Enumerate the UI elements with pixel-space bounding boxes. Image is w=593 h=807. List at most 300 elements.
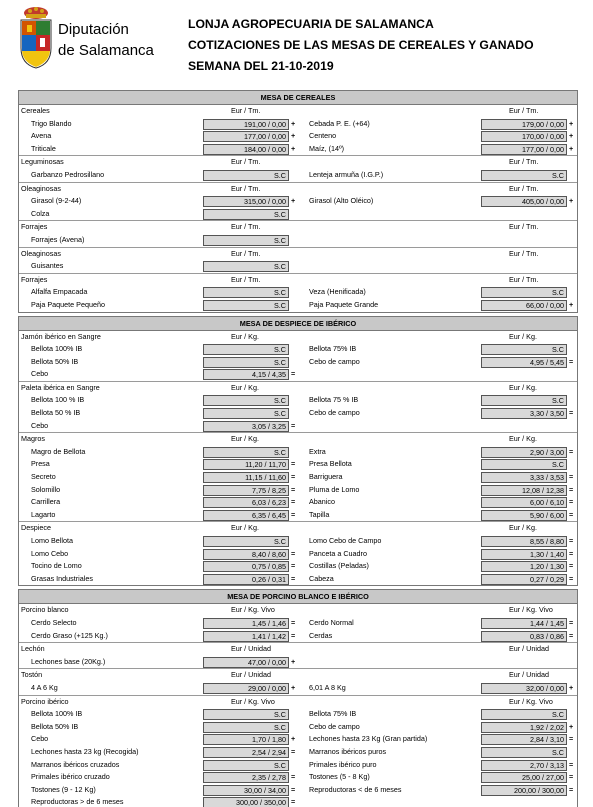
price-box: 177,00 / 0,00 (203, 131, 289, 142)
price-row (19, 343, 577, 356)
product-name: Cabeza (309, 573, 334, 583)
trend-sign: = (291, 746, 296, 756)
price-row (19, 299, 577, 312)
price-box: 6,35 / 6,45 (203, 510, 289, 521)
trend-sign: = (291, 784, 296, 794)
price-row (19, 759, 577, 772)
group-header-row (19, 156, 577, 169)
price-group (19, 105, 577, 155)
group-label: Lechón (21, 644, 45, 654)
price-box: S.C (203, 722, 289, 733)
price-row (19, 407, 577, 420)
product-name: Cebada P. E. (+64) (309, 118, 370, 128)
trend-sign: + (569, 196, 574, 206)
trend-sign: = (569, 617, 574, 627)
price-box: 7,75 / 8,25 (203, 485, 289, 496)
price-group (19, 695, 577, 807)
price-box: 6,03 / 6,23 (203, 497, 289, 508)
price-box: 11,20 / 11,70 (203, 459, 289, 470)
price-row (19, 394, 577, 407)
price-row (19, 130, 577, 143)
product-name: Extra (309, 446, 326, 456)
trend-sign: + (291, 656, 296, 666)
unit-label-right: Eur / Kg. (509, 523, 537, 533)
product-name: Paja Paquete Grande (309, 299, 379, 309)
price-box: S.C (203, 344, 289, 355)
product-name: Cebo de campo (309, 408, 360, 418)
product-name: Cebo (31, 369, 49, 379)
price-group (19, 668, 577, 694)
trend-sign: = (291, 772, 296, 782)
unit-label-right: Eur / Tm. (509, 157, 539, 167)
trend-sign: + (291, 131, 296, 141)
product-name: Cerdo Graso (+125 Kg.) (31, 630, 108, 640)
trend-sign: = (569, 446, 574, 456)
unit-label-right: Eur / Unidad (509, 644, 549, 654)
trend-sign: = (569, 408, 574, 418)
group-header-row (19, 248, 577, 261)
product-name: Paja Paquete Pequeño (31, 299, 105, 309)
trend-sign: + (291, 143, 296, 153)
product-name: Colza (31, 208, 50, 218)
unit-label-right: Eur / Kg. (509, 331, 537, 341)
price-row (19, 708, 577, 721)
product-name: Avena (31, 131, 52, 141)
trend-sign: = (569, 536, 574, 545)
product-name: Lomo Bellota (31, 536, 73, 545)
price-box: 3,33 / 3,53 (481, 472, 567, 483)
price-box: S.C (481, 170, 567, 181)
product-name: Tostones (9 - 12 Kg) (31, 784, 96, 794)
price-box: 3,30 / 3,50 (481, 408, 567, 419)
product-name: Secreto (31, 472, 56, 482)
group-header-row (19, 105, 577, 118)
price-box: 1,41 / 1,42 (203, 631, 289, 642)
price-box: 2,90 / 3,00 (481, 447, 567, 458)
price-box: 4,15 / 4,35 (203, 369, 289, 380)
price-box: 2,35 / 2,78 (203, 772, 289, 783)
group-label: Forrajes (21, 274, 48, 284)
price-box: 6,00 / 6,10 (481, 497, 567, 508)
price-row (19, 573, 577, 586)
price-box: S.C (203, 300, 289, 311)
price-box: S.C (203, 287, 289, 298)
group-header-row (19, 604, 577, 617)
price-group (19, 220, 577, 246)
product-name: Presa (31, 459, 50, 469)
product-name: Alfalfa Empacada (31, 287, 88, 297)
product-name: Marranos ibéricos cruzados (31, 759, 120, 769)
product-name: Pluma de Lomo (309, 484, 360, 494)
group-label: Magros (21, 434, 45, 444)
price-box: 4,95 / 5,45 (481, 357, 567, 368)
trend-sign: = (569, 772, 574, 782)
product-name: Trigo Blando (31, 118, 72, 128)
price-box: S.C (481, 344, 567, 355)
price-box: S.C (203, 261, 289, 272)
trend-sign: + (569, 131, 574, 141)
product-name: Tapilla (309, 509, 330, 519)
unit-label-left: Eur / Tm. (231, 222, 261, 232)
price-box: S.C (481, 459, 567, 470)
trend-sign: + (569, 143, 574, 153)
unit-label-right: Eur / Tm. (509, 274, 539, 284)
price-group (19, 155, 577, 181)
product-name: Forrajes (Avena) (31, 234, 85, 244)
product-name: Carrillera (31, 497, 61, 507)
product-name: Cerdo Normal (309, 617, 354, 627)
product-name: Primales ibérico cruzado (31, 772, 110, 782)
price-box: S.C (203, 170, 289, 181)
unit-label-right: Eur / Kg. (509, 382, 537, 392)
price-box: S.C (203, 408, 289, 419)
product-name: Garbanzo Pedrosillano (31, 169, 105, 179)
price-box: 25,00 / 27,00 (481, 772, 567, 783)
unit-label-right: Eur / Kg. Vivo (509, 696, 553, 706)
price-box: 47,00 / 0,00 (203, 657, 289, 668)
document-title (188, 14, 534, 77)
product-name: Bellota 75 % IB (309, 395, 359, 405)
price-box: S.C (203, 709, 289, 720)
product-name: Presa Bellota (309, 459, 352, 469)
section-title: MESA DE CEREALES (19, 91, 577, 105)
price-box: 29,00 / 0,00 (203, 683, 289, 694)
price-box: 200,00 / 300,00 (481, 785, 567, 796)
trend-sign: = (569, 509, 574, 519)
product-name: Bellota 75% IB (309, 709, 357, 719)
unit-label-left: Eur / Kg. (231, 523, 259, 533)
trend-sign: = (291, 497, 296, 507)
group-label: Tostón (21, 670, 43, 680)
group-label: Jamón ibérico en Sangre (21, 331, 101, 341)
trend-sign: = (569, 484, 574, 494)
product-name: Cerdo Selecto (31, 617, 77, 627)
price-box: 2,70 / 3,13 (481, 760, 567, 771)
product-name: Lechones hasta 23 kg (Recogida) (31, 746, 139, 756)
price-box: S.C (203, 209, 289, 220)
price-row (19, 721, 577, 734)
product-name: 6,01 A 8 Kg (309, 682, 346, 692)
unit-label-left: Eur / Kg. (231, 382, 259, 392)
product-name: Panceta a Cuadro (309, 548, 367, 558)
group-header-row (19, 382, 577, 395)
trend-sign: = (569, 472, 574, 482)
product-name: Marranos ibéricos puros (309, 746, 387, 756)
price-box: 30,00 / 34,00 (203, 785, 289, 796)
price-row (19, 286, 577, 299)
price-row (19, 260, 577, 273)
title-line-3: SEMANA DEL 21-10-2019 (188, 59, 334, 73)
price-row (19, 368, 577, 381)
price-row (19, 356, 577, 369)
price-tables (18, 90, 578, 807)
product-name: Bellota 50 % IB (31, 408, 81, 418)
trend-sign: + (291, 196, 296, 206)
group-header-row (19, 669, 577, 682)
price-box: 191,00 / 0,00 (203, 119, 289, 130)
table-section (18, 316, 578, 587)
product-name: Primales ibérico puro (309, 759, 377, 769)
price-group (19, 604, 577, 642)
group-label: Despiece (21, 523, 51, 533)
unit-label-right: Eur / Tm. (509, 248, 539, 258)
unit-label-left: Eur / Unidad (231, 670, 271, 680)
price-box: 11,15 / 11,60 (203, 472, 289, 483)
product-name: Costillas (Peladas) (309, 561, 369, 571)
product-name: Tocino de Lomo (31, 561, 82, 571)
title-line-1: LONJA AGROPECUARIA DE SALAMANCA (188, 17, 434, 31)
group-header-row (19, 696, 577, 709)
unit-label-left: Eur / Kg. (231, 434, 259, 444)
product-name: Cebo de campo (309, 356, 360, 366)
unit-label-left: Eur / Kg. (231, 331, 259, 341)
product-name: Reproductoras > de 6 meses (31, 797, 124, 807)
trend-sign: = (569, 356, 574, 366)
price-box: 184,00 / 0,00 (203, 144, 289, 155)
trend-sign: + (291, 682, 296, 692)
price-row (19, 746, 577, 759)
price-box: 8,55 / 8,80 (481, 536, 567, 547)
price-box: 2,54 / 2,94 (203, 747, 289, 758)
price-box: 0,26 / 0,31 (203, 574, 289, 585)
price-box: S.C (481, 747, 567, 758)
price-box: S.C (203, 447, 289, 458)
unit-label-left: Eur / Kg. Vivo (231, 605, 275, 615)
product-name: Lagarto (31, 509, 56, 519)
trend-sign: = (291, 484, 296, 494)
product-name: Cebo (31, 734, 49, 744)
price-box: 66,00 / 0,00 (481, 300, 567, 311)
group-header-row (19, 331, 577, 344)
trend-sign: + (569, 721, 574, 731)
price-box: 0,27 / 0,29 (481, 574, 567, 585)
unit-label-left: Eur / Tm. (231, 274, 261, 284)
trend-sign: + (291, 118, 296, 128)
price-box: S.C (203, 235, 289, 246)
price-row (19, 771, 577, 784)
unit-label-left: Eur / Unidad (231, 644, 271, 654)
group-label: Oleaginosas (21, 248, 61, 258)
product-name: Reproductoras < de 6 meses (309, 784, 402, 794)
price-box: 179,00 / 0,00 (481, 119, 567, 130)
group-label: Paleta ibérica en Sangre (21, 382, 100, 392)
product-name: Cerdas (309, 630, 333, 640)
unit-label-left: Eur / Tm. (231, 183, 261, 193)
group-header-row (19, 221, 577, 234)
unit-label-right: Eur / Tm. (509, 222, 539, 232)
price-box: 2,84 / 3,10 (481, 734, 567, 745)
price-box: S.C (481, 395, 567, 406)
unit-label-right: Eur / Tm. (509, 106, 539, 115)
product-name: Bellota 50% IB (31, 356, 79, 366)
product-name: Bellota 50% IB (31, 721, 79, 731)
coat-of-arms-icon (18, 4, 54, 70)
unit-label-right: Eur / Tm. (509, 183, 539, 193)
trend-sign: + (569, 299, 574, 309)
trend-sign: = (291, 797, 296, 807)
trend-sign: = (291, 459, 296, 469)
price-row (19, 548, 577, 561)
product-name: Solomillo (31, 484, 61, 494)
trend-sign: = (291, 509, 296, 519)
trend-sign: = (291, 548, 296, 558)
price-box: 1,45 / 1,46 (203, 618, 289, 629)
group-header-row (19, 433, 577, 446)
unit-label-right: Eur / Kg. Vivo (509, 605, 553, 615)
table-section (18, 589, 578, 807)
trend-sign: = (291, 573, 296, 583)
trend-sign: + (569, 118, 574, 128)
section-title: MESA DE DESPIECE DE IBÉRICO (19, 317, 577, 331)
price-box: 3,05 / 3,25 (203, 421, 289, 432)
trend-sign: + (569, 682, 574, 692)
price-box: S.C (481, 287, 567, 298)
trend-sign: = (569, 548, 574, 558)
trend-sign: = (291, 472, 296, 482)
product-name: Cebo (31, 420, 49, 430)
product-name: Lenteja armuña (I.G.P.) (309, 169, 384, 179)
price-box: 1,44 / 1,45 (481, 618, 567, 629)
product-name: Lomo Cebo de Campo (309, 536, 382, 545)
price-row (19, 617, 577, 630)
price-group (19, 642, 577, 668)
price-box: 5,90 / 6,00 (481, 510, 567, 521)
price-box: 177,00 / 0,00 (481, 144, 567, 155)
product-name: Bellota 75% IB (309, 344, 357, 354)
price-group (19, 381, 577, 432)
trend-sign: = (569, 561, 574, 571)
price-row (19, 169, 577, 182)
unit-label-left: Eur / Tm. (231, 248, 261, 258)
trend-sign: = (569, 573, 574, 583)
unit-label-left: Eur / Tm. (231, 157, 261, 167)
price-group (19, 331, 577, 381)
price-row (19, 458, 577, 471)
org-line-1: Diputación (58, 21, 129, 38)
trend-sign: = (291, 420, 296, 430)
group-label: Leguminosas (21, 157, 64, 167)
product-name: Lechones base (20Kg.) (31, 656, 106, 666)
product-name: Centeno (309, 131, 337, 141)
group-header-row (19, 183, 577, 196)
price-row (19, 796, 577, 807)
price-row (19, 682, 577, 695)
unit-label-left: Eur / Kg. Vivo (231, 696, 275, 706)
trend-sign: = (569, 759, 574, 769)
price-box: S.C (203, 760, 289, 771)
price-row (19, 484, 577, 497)
org-line-2: de Salamanca (58, 42, 154, 59)
price-box: 32,00 / 0,00 (481, 683, 567, 694)
organization-name (58, 19, 154, 61)
price-box: 8,40 / 8,60 (203, 549, 289, 560)
price-box: 170,00 / 0,00 (481, 131, 567, 142)
product-name: Magro de Bellota (31, 446, 86, 456)
price-group (19, 432, 577, 521)
price-box: S.C (481, 709, 567, 720)
price-box: 0,83 / 0,86 (481, 631, 567, 642)
section-title: MESA DE PORCINO BLANCO E IBÉRICO (19, 590, 577, 604)
price-box: 12,08 / 12,38 (481, 485, 567, 496)
product-name: Abanico (309, 497, 335, 507)
price-box: S.C (203, 536, 289, 547)
price-group (19, 182, 577, 221)
unit-label-right: Eur / Unidad (509, 670, 549, 680)
product-name: Bellota 100% IB (31, 344, 83, 354)
product-name: Bellota 100 % IB (31, 395, 85, 405)
price-box: 315,00 / 0,00 (203, 196, 289, 207)
trend-sign: = (569, 784, 574, 794)
group-label: Oleaginosas (21, 183, 61, 193)
price-box: 405,00 / 0,00 (481, 196, 567, 207)
product-name: Maíz, (14º) (309, 143, 344, 153)
trend-sign: = (569, 734, 574, 744)
price-box: 1,70 / 1,80 (203, 734, 289, 745)
group-header-row (19, 643, 577, 656)
price-row (19, 118, 577, 131)
trend-sign: = (291, 369, 296, 379)
product-name: Tostones (5 - 8 Kg) (309, 772, 370, 782)
price-group (19, 273, 577, 312)
price-row (19, 420, 577, 433)
price-group (19, 521, 577, 585)
price-row (19, 471, 577, 484)
price-group (19, 247, 577, 273)
product-name: Guisantes (31, 261, 64, 271)
product-name: Lomo Cebo (31, 548, 69, 558)
product-name: Triticale (31, 143, 56, 153)
price-row (19, 656, 577, 669)
unit-label-left: Eur / Tm. (231, 106, 261, 115)
price-row (19, 560, 577, 573)
price-row (19, 195, 577, 208)
trend-sign: + (291, 734, 296, 744)
product-name: Lechones hasta 23 Kg (Gran partida) (309, 734, 428, 744)
price-box: 300,00 / 350,00 (203, 797, 289, 807)
group-label: Cereales (21, 106, 50, 115)
price-row (19, 234, 577, 247)
price-box: 1,20 / 1,30 (481, 561, 567, 572)
group-header-row (19, 274, 577, 287)
page-header (0, 0, 593, 90)
trend-sign: = (569, 630, 574, 640)
group-header-row (19, 522, 577, 535)
group-label: Porcino blanco (21, 605, 69, 615)
product-name: Cebo de campo (309, 721, 360, 731)
unit-label-right: Eur / Kg. (509, 434, 537, 444)
group-label: Porcino ibérico (21, 696, 69, 706)
price-row (19, 733, 577, 746)
product-name: Girasol (9-2-44) (31, 196, 82, 206)
price-box: 1,30 / 1,40 (481, 549, 567, 560)
price-row (19, 509, 577, 522)
product-name: Grasas Industriales (31, 573, 93, 583)
product-name: Barriguera (309, 472, 343, 482)
group-label: Forrajes (21, 222, 48, 232)
table-section (18, 90, 578, 313)
price-row (19, 496, 577, 509)
price-box: S.C (203, 395, 289, 406)
product-name: 4 A 6 Kg (31, 682, 58, 692)
trend-sign: = (291, 617, 296, 627)
price-row (19, 446, 577, 459)
product-name: Bellota 100% IB (31, 709, 83, 719)
price-row (19, 208, 577, 221)
trend-sign: = (291, 561, 296, 571)
price-box: S.C (203, 357, 289, 368)
price-row (19, 784, 577, 797)
title-line-2: COTIZACIONES DE LAS MESAS DE CEREALES Y GANADO (188, 38, 534, 52)
